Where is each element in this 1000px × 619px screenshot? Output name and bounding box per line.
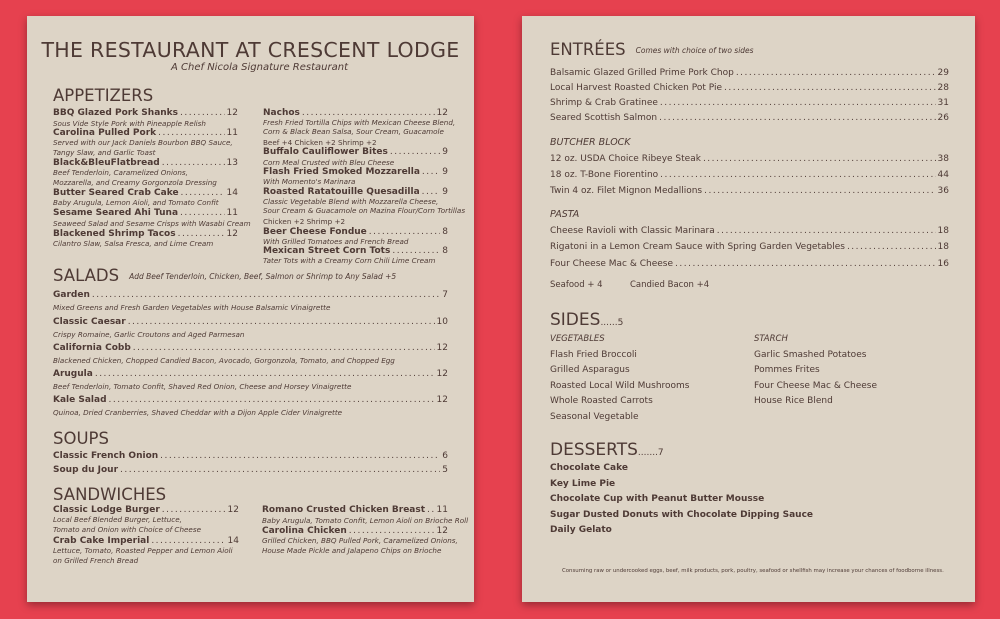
appetizers-heading: APPETIZERS — [53, 86, 154, 105]
item-desc: House Made Pickle and Jalapeno Chips on Brioche — [262, 546, 442, 555]
side-item: Pommes Frites — [754, 365, 820, 375]
menu-item — [53, 289, 448, 301]
item-desc: Sous Vide Style Pork with Pineapple Relish — [53, 119, 206, 128]
item-desc: Baby Arugula, Lemon Aioli, and Tomato Confit — [53, 198, 219, 207]
menu-item — [550, 153, 949, 165]
item-price: 38 — [937, 154, 949, 164]
item-desc: Served with our Jack Daniels Bourbon BBQ Sauce, — [53, 138, 233, 147]
item-price: 12 — [436, 369, 448, 379]
item-name: Seared Scottish Salmon — [550, 113, 658, 123]
item-name: Classic French Onion — [53, 451, 159, 461]
entrees-heading — [550, 40, 754, 59]
item-name: Roasted Ratatouille Quesadilla — [263, 187, 420, 197]
item-name: Mexican Street Corn Tots — [263, 246, 391, 256]
item-desc: Tater Tots with a Creamy Corn Chili Lime Cream — [263, 256, 436, 265]
item-desc: With Grilled Tomatoes and French Bread — [263, 237, 409, 246]
sides-heading — [550, 310, 623, 330]
item-name: Cheese Ravioli with Classic Marinara — [550, 226, 715, 236]
entrees-note: Comes with choice of two sides — [635, 46, 754, 55]
item-desc: Mixed Greens and Fresh Garden Vegetables with House Balsamic Vinaigrette — [53, 303, 331, 312]
vegetables-heading: VEGETABLES — [550, 334, 605, 344]
dessert-item: Chocolate Cake — [550, 463, 628, 473]
item-price: 12 — [227, 505, 239, 515]
item-name: Classic Caesar — [53, 317, 126, 327]
item-price: 9 — [442, 147, 448, 157]
item-desc: on Grilled French Bread — [53, 556, 139, 565]
item-name: California Cobb — [53, 343, 131, 353]
item-name: Local Harvest Roasted Chicken Pot Pie — [550, 83, 723, 93]
item-name: Carolina Chicken — [262, 526, 347, 536]
item-price: 8 — [442, 227, 448, 237]
menu-item — [550, 112, 949, 124]
menu-item — [550, 82, 949, 94]
item-price: 10 — [436, 317, 448, 327]
menu-item — [550, 258, 949, 270]
item-desc: Grilled Chicken, BBQ Pulled Pork, Caramelized Onions, — [262, 536, 458, 545]
item-name: 12 oz. USDA Choice Ribeye Steak — [550, 154, 701, 164]
item-desc: Sour Cream & Guacamole on Mazina Flour/Corn Tortillas — [263, 206, 466, 215]
item-name: Flash Fried Smoked Mozzarella — [263, 167, 420, 177]
item-price: 12 — [226, 108, 238, 118]
item-options: Chicken +2 Shrimp +2 — [263, 217, 346, 226]
menu-item — [53, 368, 448, 380]
item-name: Butter Seared Crab Cake — [53, 188, 179, 198]
item-desc: Corn Meal Crusted with Bleu Cheese — [263, 158, 395, 167]
item-desc: Classic Vegetable Blend with Mozzarella Cheese, — [263, 197, 439, 206]
item-desc: Fresh Fried Tortilla Chips with Mexican Cheese Blend, — [263, 118, 456, 127]
item-name: 18 oz. T-Bone Fiorentino — [550, 170, 659, 180]
desserts-heading — [550, 440, 664, 460]
item-name: Blackened Shrimp Tacos — [53, 229, 176, 239]
item-name: Classic Lodge Burger — [53, 505, 160, 515]
entrees-title: ENTRÉES — [550, 40, 626, 59]
item-price: 6 — [442, 451, 448, 461]
item-name: Beer Cheese Fondue — [263, 227, 367, 237]
item-desc: With Momento's Marinara — [263, 177, 356, 186]
item-name: BBQ Glazed Pork Shanks — [53, 108, 179, 118]
item-price: 11 — [436, 505, 448, 515]
item-price: 12 — [436, 108, 448, 118]
menu-item — [550, 97, 949, 109]
dessert-item: Sugar Dusted Donuts with Chocolate Dipping Sauce — [550, 510, 814, 520]
item-price: 16 — [937, 259, 949, 269]
side-item: Whole Roasted Carrots — [550, 396, 653, 406]
item-price: 12 — [436, 343, 448, 353]
item-price: 31 — [937, 98, 949, 108]
dessert-item: Chocolate Cup with Peanut Butter Mousse — [550, 494, 765, 504]
item-name: Twin 4 oz. Filet Mignon Medallions — [550, 186, 703, 196]
menu-item — [550, 241, 949, 253]
item-desc: Tomato and Onion with Choice of Cheese — [53, 525, 202, 534]
dessert-item: Daily Gelato — [550, 525, 612, 535]
item-name: Shrimp & Crab Gratinee — [550, 98, 658, 108]
salads-note: Add Beef Tenderloin, Chicken, Beef, Salmon or Shrimp to Any Salad +5 — [129, 272, 397, 281]
item-name: Carolina Pulled Pork — [53, 128, 157, 138]
item-name: Soup du Jour — [53, 465, 119, 475]
sides-title: SIDES — [550, 310, 601, 330]
item-name: Garden — [53, 290, 90, 300]
sandwiches-heading: SANDWICHES — [53, 485, 167, 504]
item-desc: Baby Arugula, Tomato Confit, Lemon Aioli on Brioche Roll — [262, 516, 469, 525]
item-desc: Local Beef Blended Burger, Lettuce, — [53, 515, 182, 524]
side-item: Garlic Smashed Potatoes — [754, 350, 867, 360]
menu-item — [53, 464, 448, 476]
menu-item — [53, 342, 448, 354]
item-price: 11 — [226, 128, 238, 138]
item-name: Crab Cake Imperial — [53, 536, 150, 546]
salads-title: SALADS — [53, 266, 120, 285]
menu-item — [550, 67, 949, 79]
menu-item — [262, 504, 448, 516]
item-price: 8 — [442, 246, 448, 256]
soups-heading: SOUPS — [53, 429, 109, 448]
item-desc: Beef Tenderloin, Tomato Confit, Shaved Red Onion, Cheese and Horsey Vinaigrette — [53, 382, 352, 391]
sides-price: ......5 — [600, 318, 624, 328]
side-item: Flash Fried Broccoli — [550, 350, 637, 360]
item-price: 14 — [227, 536, 239, 546]
item-desc: Cilantro Slaw, Salsa Fresca, and Lime Cream — [53, 239, 214, 248]
dessert-item: Key Lime Pie — [550, 479, 616, 489]
item-price: 18 — [937, 242, 949, 252]
menu-item — [53, 207, 238, 219]
menu-item — [550, 225, 949, 237]
item-desc: Tangy Slaw, and Garlic Toast — [53, 148, 156, 157]
desserts-title: DESSERTS — [550, 440, 638, 460]
pasta-addon: Candied Bacon +4 — [630, 280, 710, 290]
pasta-heading: PASTA — [550, 209, 580, 220]
side-item: Seasonal Vegetable — [550, 412, 639, 422]
item-price: 13 — [226, 158, 238, 168]
menu-item — [53, 450, 448, 462]
item-desc: Quinoa, Dried Cranberries, Shaved Cheddar with a Dijon Apple Cider Vinaigrette — [53, 408, 343, 417]
item-name: Arugula — [53, 369, 93, 379]
menu-page-left — [27, 16, 474, 602]
item-name: Balsamic Glazed Grilled Prime Pork Chop — [550, 68, 734, 78]
side-item: Roasted Local Wild Mushrooms — [550, 381, 690, 391]
item-name: Black&BleuFlatbread — [53, 158, 160, 168]
item-price: 26 — [937, 113, 949, 123]
item-desc: Corn & Black Bean Salsa, Sour Cream, Guacamole — [263, 127, 444, 136]
item-price: 18 — [937, 226, 949, 236]
menu-item — [550, 185, 949, 197]
butcher-block-heading: BUTCHER BLOCK — [550, 137, 631, 148]
item-price: 29 — [937, 68, 949, 78]
item-price: 5 — [442, 465, 448, 475]
item-desc: Blackened Chicken, Chopped Candied Bacon, Avocado, Gorgonzola, Tomato, and Chopped Egg — [53, 356, 395, 365]
item-name: Nachos — [263, 108, 300, 118]
menu-page-right — [522, 16, 975, 602]
menu-item — [53, 107, 238, 119]
starch-heading: STARCH — [754, 334, 788, 344]
restaurant-title: THE RESTAURANT AT CRESCENT LODGE — [41, 38, 460, 62]
restaurant-subtitle: A Chef Nicola Signature Restaurant — [171, 62, 348, 73]
item-price: 11 — [226, 208, 238, 218]
desserts-price: .......7 — [637, 448, 664, 458]
item-desc: Mozzarella, and Creamy Gorgonzola Dressing — [53, 178, 217, 187]
pasta-addon: Seafood + 4 — [550, 280, 603, 290]
item-price: 28 — [937, 83, 949, 93]
item-price: 9 — [442, 167, 448, 177]
item-name: Rigatoni in a Lemon Cream Sauce with Spring Garden Vegetables — [550, 242, 845, 252]
menu-item — [263, 146, 448, 158]
item-name: Romano Crusted Chicken Breast — [262, 505, 426, 515]
salads-heading — [53, 266, 396, 285]
item-options: Beef +4 Chicken +2 Shrimp +2 — [263, 138, 377, 147]
menu-item — [550, 169, 949, 181]
item-price: 9 — [442, 187, 448, 197]
item-price: 14 — [226, 188, 238, 198]
food-safety-disclaimer: Consuming raw or undercooked eggs, beef, milk products, pork, poultry, seafood or shellfish may increase your chances of foodborne illness. — [562, 568, 944, 574]
item-desc: Seaweed Salad and Sesame Crisps with Wasabi Cream — [53, 219, 251, 228]
item-price: 36 — [937, 186, 949, 196]
side-item: Four Cheese Mac & Cheese — [754, 381, 878, 391]
item-price: 12 — [436, 395, 448, 405]
side-item: House Rice Blend — [754, 396, 833, 406]
menu-item — [53, 316, 448, 328]
item-price: 7 — [442, 290, 448, 300]
item-name: Sesame Seared Ahi Tuna — [53, 208, 179, 218]
item-desc: Crispy Romaine, Garlic Croutons and Aged Parmesan — [53, 330, 245, 339]
item-price: 44 — [937, 170, 949, 180]
item-name: Four Cheese Mac & Cheese — [550, 259, 674, 269]
item-name: Buffalo Cauliflower Bites — [263, 147, 388, 157]
menu-item — [53, 394, 448, 406]
item-desc: Lettuce, Tomato, Roasted Pepper and Lemon Aioli — [53, 546, 233, 555]
item-price: 12 — [436, 526, 448, 536]
item-price: 12 — [226, 229, 238, 239]
item-name: Kale Salad — [53, 395, 107, 405]
side-item: Grilled Asparagus — [550, 365, 630, 375]
item-desc: Beef Tenderloin, Caramelized Onions, — [53, 168, 188, 177]
